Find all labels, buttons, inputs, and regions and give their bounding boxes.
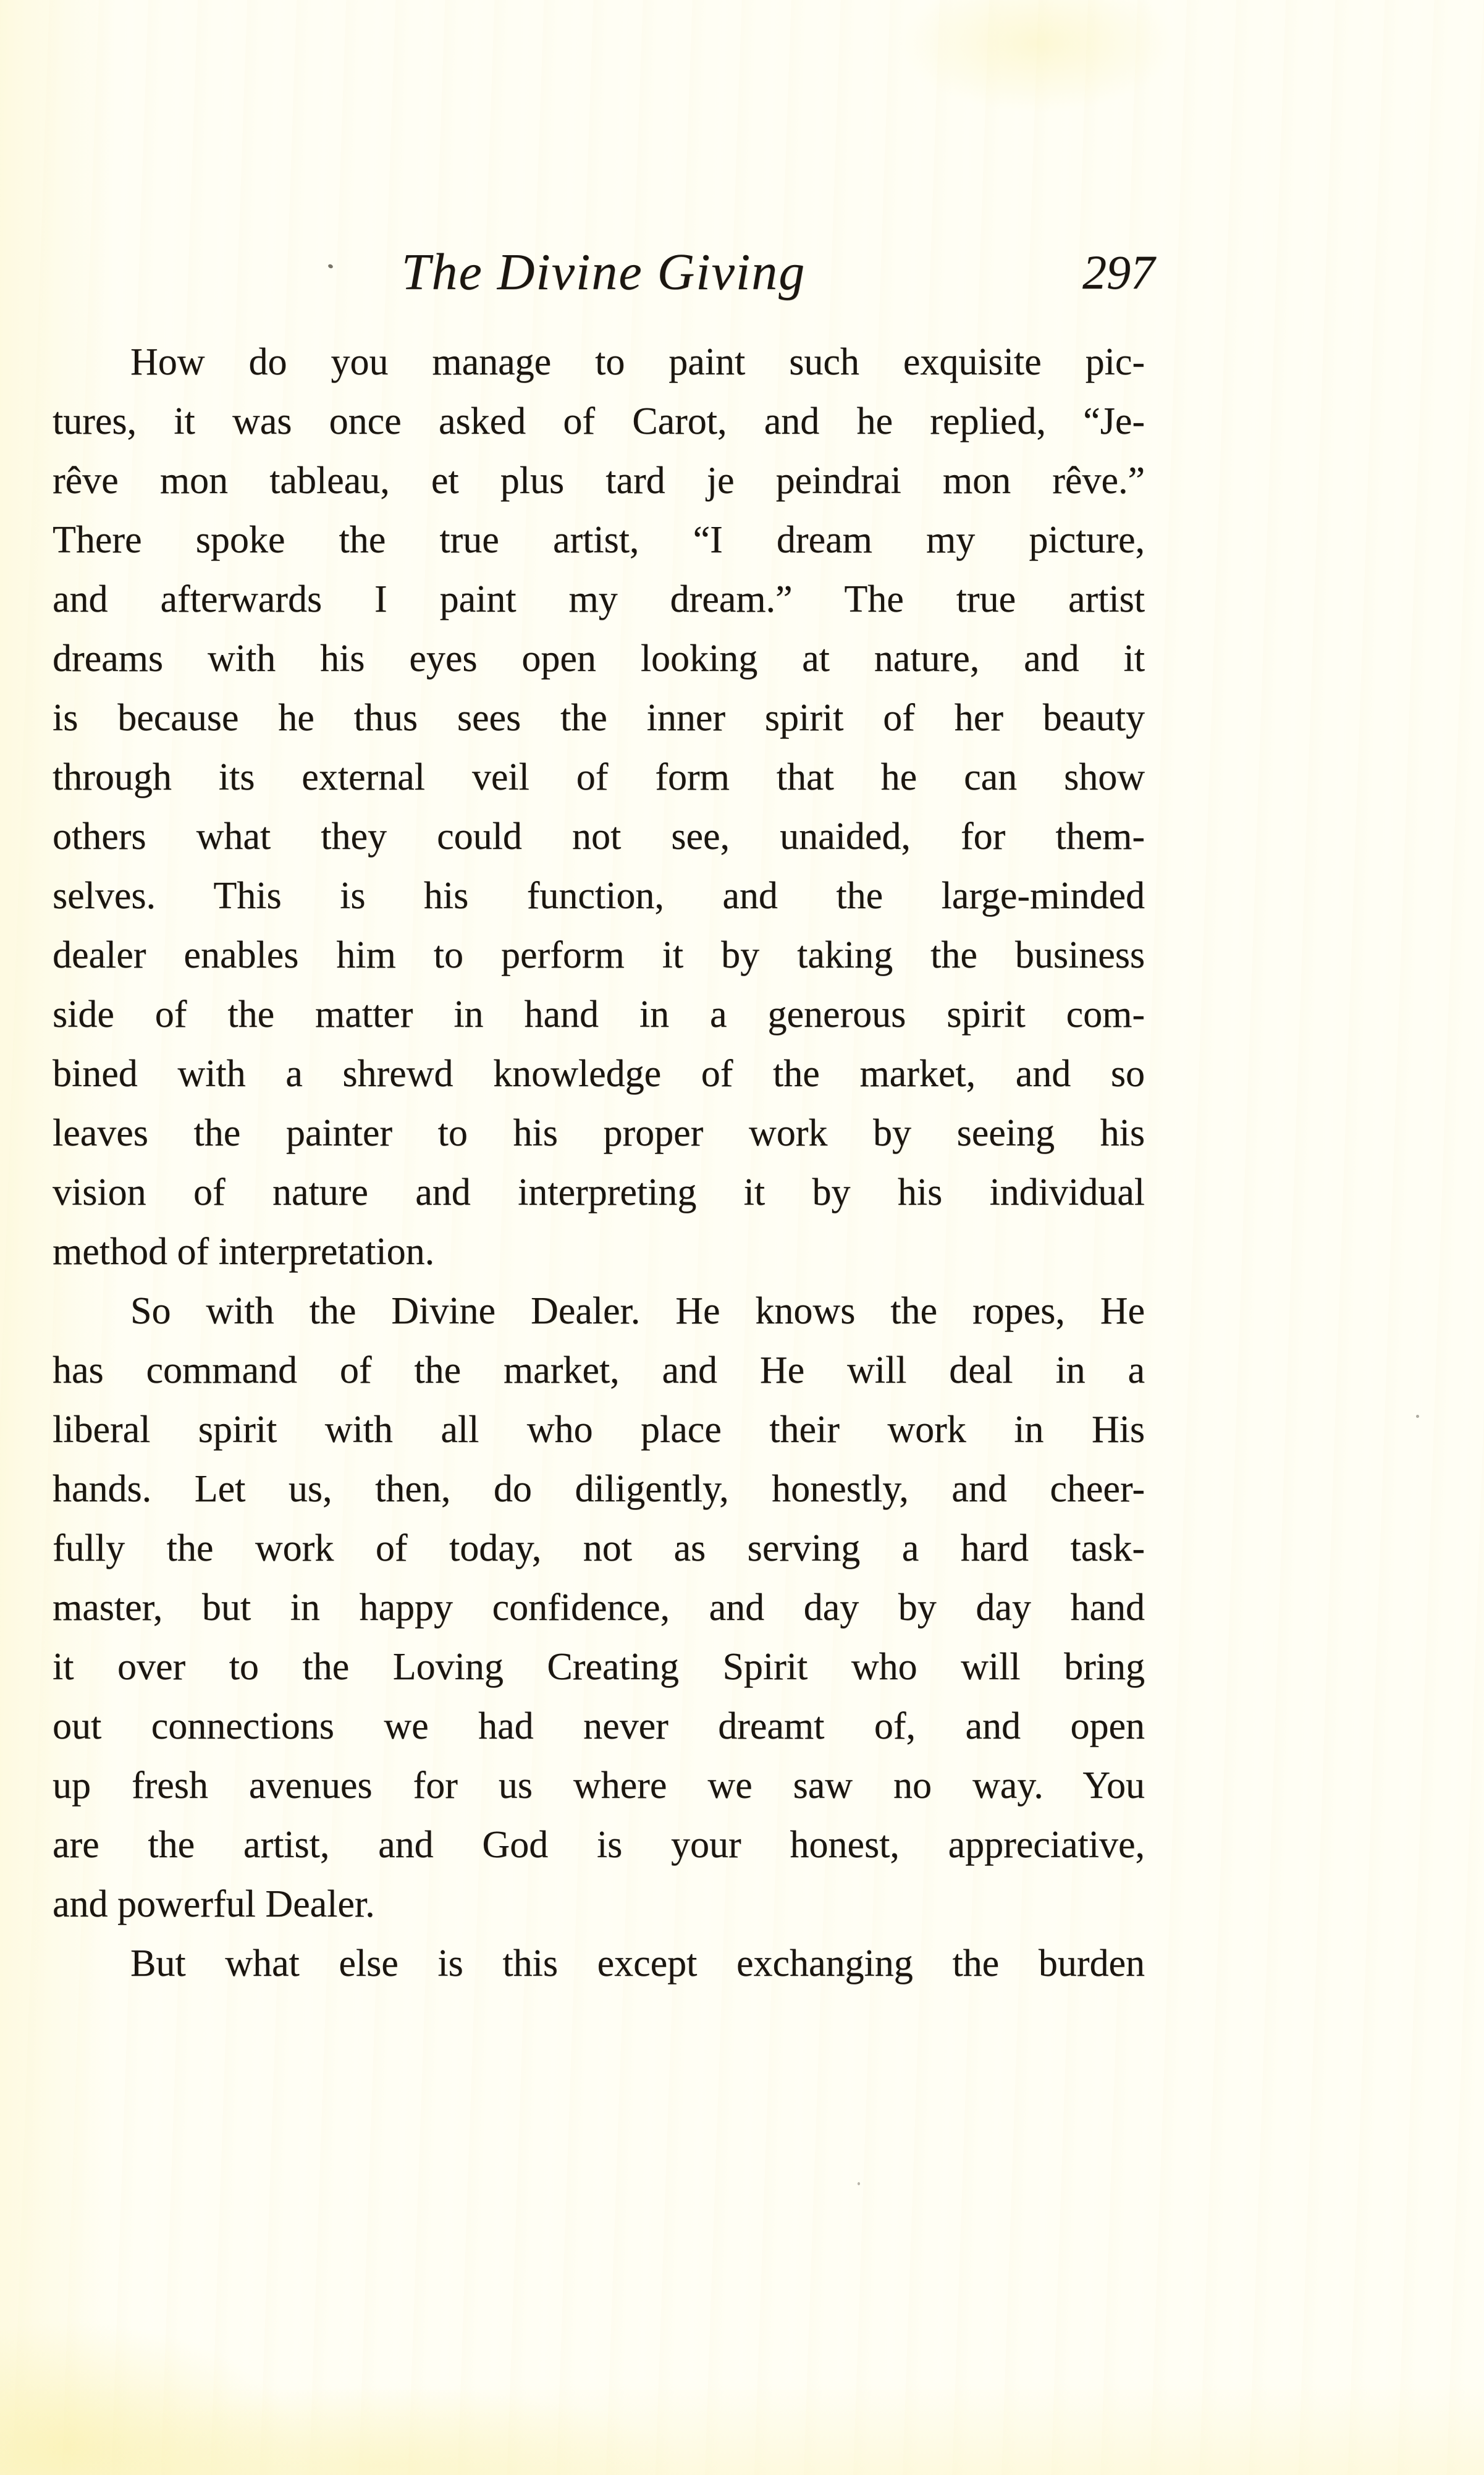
text-line: How do you manage to paint such exquisite pic- [130,341,1145,383]
text-line: There spoke the true artist, “I dream my picture, [53,519,1145,561]
text-line: But what else is this except exchanging the burden [130,1942,1145,1984]
text-line: So with the Divine Dealer. He knows the ropes, He [130,1290,1145,1332]
text-line: has command of the market, and He will deal in a [53,1349,1145,1391]
text-line: and afterwards I paint my dream.” The true artist [53,578,1145,620]
text-line: and powerful Dealer. [53,1883,375,1925]
text-line: selves. This is his function, and the large-minded [53,875,1145,917]
text-line: are the artist, and God is your honest, appreciative, [53,1824,1145,1866]
text-line: dealer enables him to perform it by taking the business [53,934,1145,976]
text-line: up fresh avenues for us where we saw no way. You [53,1765,1145,1807]
body-text [53,332,1145,1993]
text-line: method of interpretation. [53,1231,435,1273]
text-line: is because he thus sees the inner spirit of her beauty [53,697,1145,739]
page-number: 297 [1082,245,1155,299]
text-line: master, but in happy confidence, and day by day hand [53,1587,1145,1629]
text-line: others what they could not see, unaided, for them- [53,816,1145,858]
paragraph [53,332,1145,1281]
text-line: fully the work of today, not as serving a hard task- [53,1527,1145,1569]
chapter-title: The Divine Giving [401,243,806,301]
text-line: leaves the painter to his proper work by seeing his [53,1112,1145,1154]
text-line: tures, it was once asked of Carot, and he replied, “Je- [53,400,1145,442]
running-head [53,238,1155,306]
text-line: out connections we had never dreamt of, and open [53,1705,1145,1747]
text-line: side of the matter in hand in a generous spirit com- [53,993,1145,1035]
paragraph [53,1934,1145,1993]
ink-speck [858,2182,860,2185]
ink-speck [1416,1415,1419,1418]
text-line: vision of nature and interpreting it by his individual [53,1171,1145,1213]
text-line: liberal spirit with all who place their work in His [53,1409,1145,1451]
text-line: rêve mon tableau, et plus tard je peindrai mon rêve.” [53,460,1145,502]
paragraph [53,1281,1145,1934]
text-line: it over to the Loving Creating Spirit who will bring [53,1646,1145,1688]
text-line: bined with a shrewd knowledge of the market, and so [53,1053,1145,1095]
text-line: hands. Let us, then, do diligently, honestly, and cheer- [53,1468,1145,1510]
text-line: dreams with his eyes open looking at nature, and it [53,638,1145,680]
text-line: through its external veil of form that he can show [53,756,1145,798]
